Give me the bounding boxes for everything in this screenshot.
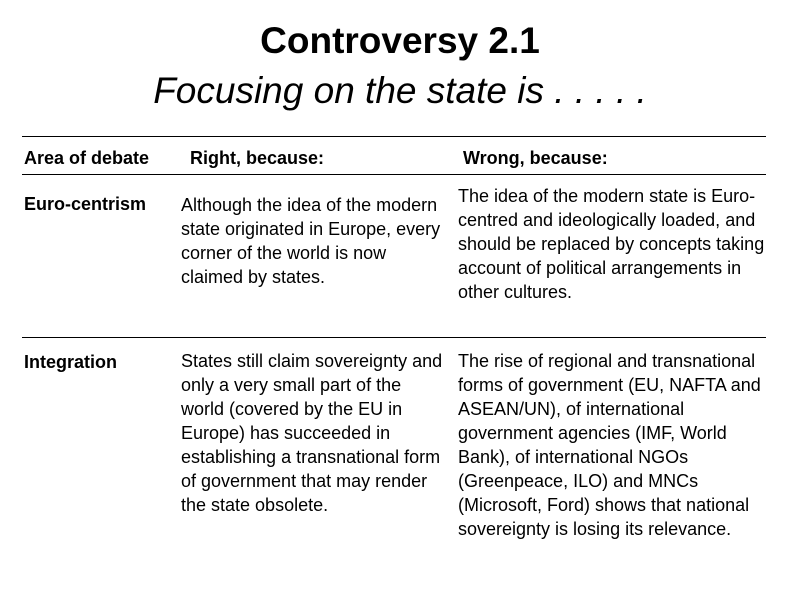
header-rule [22, 174, 766, 175]
page-title: Controversy 2.1 [260, 20, 540, 61]
row-right-text: States still claim sovereignty and only a very small part of the world (covered by the EU in Europe) has succeeded in establishing a transnational form of government that may render the state obsolete. [181, 351, 443, 515]
row-wrong-text: The idea of the modern state is Euro-centred and ideologically loaded, and should be replaced by concepts taking account of political arrangements in other cultures. [458, 186, 765, 302]
row-area-label: Euro-centrism [24, 194, 147, 214]
row-right-text: Although the idea of the modern state originated in Europe, every corner of the world is now claimed by states. [181, 195, 441, 287]
table-top-rule [22, 136, 766, 137]
header-wrong-because: Wrong, because: [463, 148, 608, 168]
row-divider [22, 337, 766, 338]
row-area-label: Integration [24, 352, 117, 372]
header-area-of-debate: Area of debate [24, 148, 150, 168]
row-wrong-text: The rise of regional and transnational forms of government (EU, NAFTA and ASEAN/UN), of international government agencies (IMF, World Bank), of international NGOs (Greenpeace, ILO) and MNCs (Microsoft, Ford) shows that national sovereignty is losing its relevance. [458, 351, 761, 539]
page-subtitle: Focusing on the state is . . . . . [153, 70, 647, 111]
header-right-because: Right, because: [190, 148, 325, 168]
